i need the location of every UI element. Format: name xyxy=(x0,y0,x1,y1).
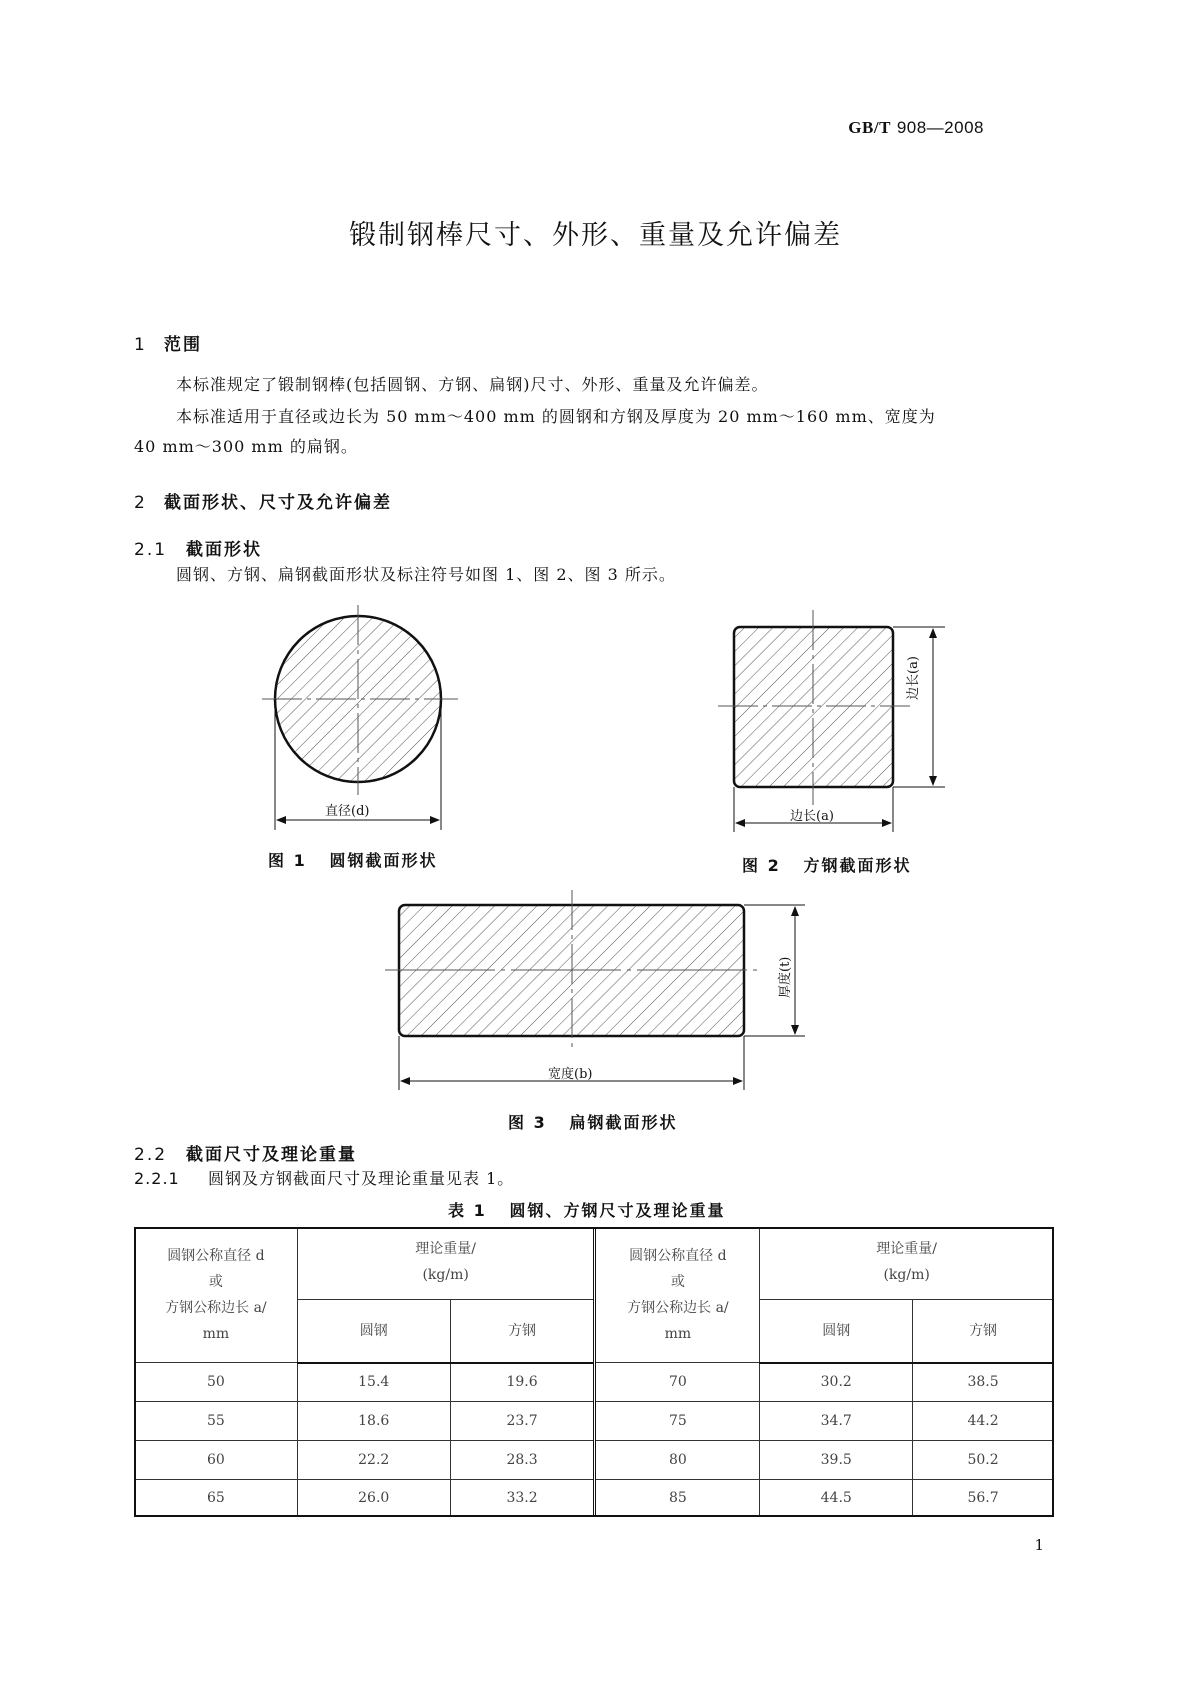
size-header xyxy=(135,1228,298,1363)
cell: 33.2 xyxy=(450,1480,595,1517)
weight-table xyxy=(134,1227,1054,1517)
header-text: mm xyxy=(664,1326,692,1342)
paragraph: 圆钢及方钢截面尺寸及理论重量见表 1。 xyxy=(208,1169,515,1188)
fig3-thickness-label: 厚度(t) xyxy=(778,956,793,998)
section-number: 2.1 xyxy=(134,540,168,560)
caption-number: 表 1 xyxy=(448,1201,487,1220)
figure-2-square-bar xyxy=(718,610,945,832)
section-2-2-1 xyxy=(134,1164,514,1194)
document-title: 锻制钢棒尺寸、外形、重量及允许偏差 xyxy=(349,220,842,251)
header-text: 圆钢公称直径 d xyxy=(629,1248,727,1264)
weight-header xyxy=(760,1228,1054,1300)
figure-3-caption xyxy=(508,1110,677,1133)
round-header: 圆钢 xyxy=(760,1300,913,1363)
section-title: 截面形状 xyxy=(186,540,262,560)
table-row xyxy=(135,1363,1054,1402)
header-text: 圆钢公称直径 d xyxy=(167,1248,265,1264)
table-row xyxy=(135,1402,1054,1441)
cell: 44.2 xyxy=(913,1402,1054,1441)
figure-3-flat-bar xyxy=(385,890,805,1090)
section-2-2-heading xyxy=(134,1140,357,1165)
fig2-side-label-vertical: 边长(a) xyxy=(906,656,921,700)
section-number: 1 xyxy=(134,335,147,355)
paragraph: 本标准适用于直径或边长为 50 mm～400 mm 的圆钢和方钢及厚度为 20 mm～160 mm、宽度为 xyxy=(176,407,936,426)
figure-2-caption xyxy=(742,853,911,876)
cell: 28.3 xyxy=(450,1441,595,1480)
cell: 75 xyxy=(595,1402,760,1441)
caption-text: 圆钢截面形状 xyxy=(329,851,438,870)
paragraph: 40 mm～300 mm 的扁钢。 xyxy=(134,437,358,456)
standard-prefix: GB/T xyxy=(848,118,891,137)
header-text: (kg/m) xyxy=(422,1267,469,1283)
cell: 26.0 xyxy=(297,1480,450,1517)
cell: 22.2 xyxy=(297,1441,450,1480)
cell: 18.6 xyxy=(297,1402,450,1441)
cell: 44.5 xyxy=(760,1480,913,1517)
page-number: 1 xyxy=(1034,1536,1044,1554)
section-title: 截面形状、尺寸及允许偏差 xyxy=(164,493,392,513)
section-number: 2.2.1 xyxy=(134,1169,180,1188)
cell: 60 xyxy=(135,1441,298,1480)
section-number: 2 xyxy=(134,493,147,513)
table-row xyxy=(135,1480,1054,1517)
square-header: 方钢 xyxy=(913,1300,1054,1363)
header-text: 或 xyxy=(670,1274,685,1290)
caption-number: 图 1 xyxy=(268,851,307,870)
cell: 85 xyxy=(595,1480,760,1517)
header-text: 或 xyxy=(208,1274,223,1290)
header-text: 理论重量/ xyxy=(876,1241,937,1257)
header-text: 方钢公称边长 a/ xyxy=(627,1300,729,1316)
section-number: 2.2 xyxy=(134,1145,168,1165)
caption-text: 扁钢截面形状 xyxy=(569,1113,678,1132)
caption-text: 方钢截面形状 xyxy=(803,856,912,875)
fig2-side-label-horizontal: 边长(a) xyxy=(790,809,834,824)
section-title: 截面尺寸及理论重量 xyxy=(186,1145,357,1165)
table-1-caption xyxy=(448,1198,725,1221)
header-text: 理论重量/ xyxy=(415,1241,476,1257)
square-header: 方钢 xyxy=(450,1300,595,1363)
cell: 55 xyxy=(135,1402,298,1441)
figure-1-round-bar xyxy=(262,605,458,830)
table-header-row xyxy=(135,1228,1054,1300)
fig3-width-label: 宽度(b) xyxy=(548,1067,593,1082)
cell: 15.4 xyxy=(297,1363,450,1402)
cell: 56.7 xyxy=(913,1480,1054,1517)
cell: 65 xyxy=(135,1480,298,1517)
caption-number: 图 3 xyxy=(508,1113,547,1132)
fig1-diameter-label: 直径(d) xyxy=(325,804,370,819)
paragraph: 本标准规定了锻制钢棒(包括圆钢、方钢、扁钢)尺寸、外形、重量及允许偏差。 xyxy=(176,375,769,394)
cell: 50 xyxy=(135,1363,298,1402)
standard-code: 908—2008 xyxy=(896,118,984,137)
cell: 30.2 xyxy=(760,1363,913,1402)
caption-text: 圆钢、方钢尺寸及理论重量 xyxy=(509,1201,726,1220)
cell: 50.2 xyxy=(913,1441,1054,1480)
caption-number: 图 2 xyxy=(742,856,781,875)
cell: 23.7 xyxy=(450,1402,595,1441)
header-text: mm xyxy=(202,1326,230,1342)
cell: 34.7 xyxy=(760,1402,913,1441)
cell: 70 xyxy=(595,1363,760,1402)
section-title: 范围 xyxy=(164,335,202,355)
cell: 19.6 xyxy=(450,1363,595,1402)
header-text: 方钢公称边长 a/ xyxy=(165,1300,267,1316)
header-text: (kg/m) xyxy=(883,1267,930,1283)
round-header: 圆钢 xyxy=(297,1300,450,1363)
size-header xyxy=(595,1228,760,1363)
paragraph: 圆钢、方钢、扁钢截面形状及标注符号如图 1、图 2、图 3 所示。 xyxy=(176,565,676,584)
cell: 39.5 xyxy=(760,1441,913,1480)
figure-1-caption xyxy=(268,848,437,871)
cell: 38.5 xyxy=(913,1363,1054,1402)
weight-header xyxy=(297,1228,595,1300)
cell: 80 xyxy=(595,1441,760,1480)
table-row xyxy=(135,1441,1054,1480)
